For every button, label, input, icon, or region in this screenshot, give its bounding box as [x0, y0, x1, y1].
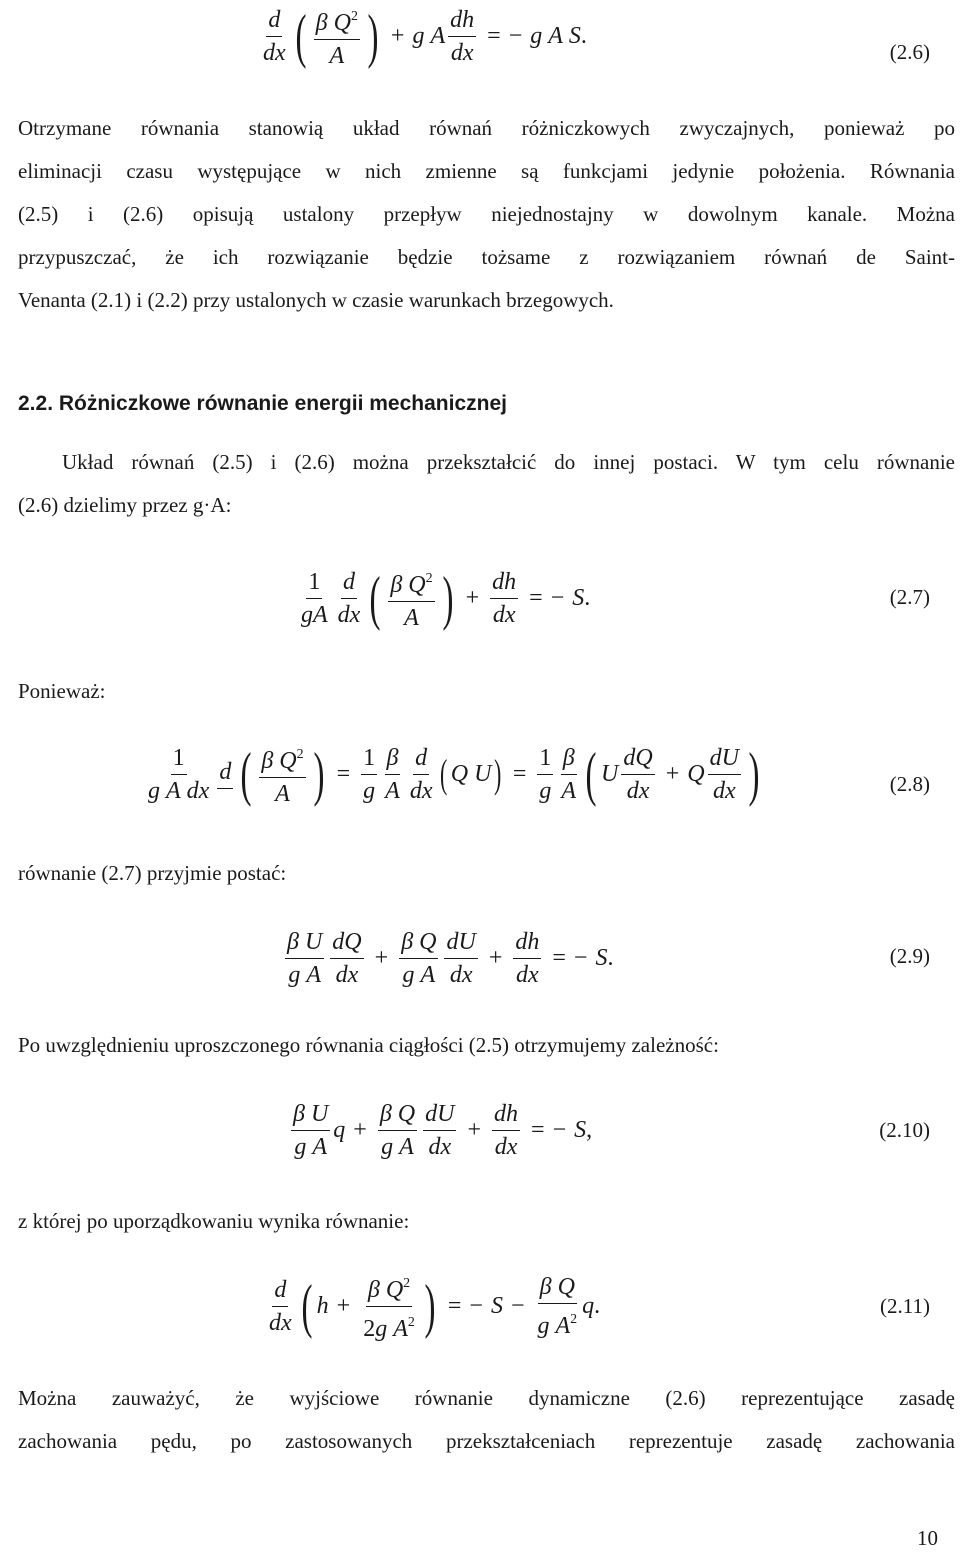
equation-number: (2.7) [889, 585, 930, 609]
equation-2-9: $\frac{\text{β U}}{\text{g A}}$ $\frac{dQ}{dx}$ + $\frac{\text{β Q}}{\text{g A}}$ $\frac{dU}{dx}$ + $\frac{dh}{dx}$ = − S . [287, 928, 614, 988]
paragraph-line: zachowania pędu, po zastosowanych przekształceniach reprezentuje zasadę zachowania [18, 1429, 955, 1453]
paragraph-line: eliminacji czasu występujące w nich zmienne są funkcjami jedynie położenia. Równania [18, 159, 955, 183]
equation-2-10: $\frac{\text{β U}}{\text{g A}}$ q + $\frac{\text{β Q}}{\text{g A}}$ $\frac{dU}{dx}$ + $\frac{dh}{dx}$ = − S , [293, 1100, 593, 1160]
section-heading: 2.2. Różniczkowe równanie energii mechanicznej [18, 392, 507, 415]
equation-number: (2.11) [880, 1294, 930, 1318]
equation-number: (2.8) [889, 772, 930, 796]
paragraph-line: Venanta (2.1) i (2.2) przy ustalonych w czasie warunkach brzegowych. [18, 288, 614, 312]
paragraph-line: Układ równań (2.5) i (2.6) można przekształcić do innej postaci. W tym celu równanie [62, 450, 955, 474]
equation-2-11: $\frac{d}{dx}$ ( h + $\frac{\beta Q^2}{2g A^2}$ ) = − S − $\frac{\text{β Q}}{g A^2}$ q . [264, 1268, 600, 1344]
equation-number: (2.10) [879, 1118, 930, 1142]
label-text: Po uwzględnieniu uproszczonego równania ciągłości (2.5) otrzymujemy zależność: [18, 1033, 719, 1057]
equation-2-6: $\frac{d}{dx}$ ( $\frac{\beta Q^2}{A}$ ) + g A $\frac{dh}{dx}$ = − g A S . [263, 3, 587, 69]
paragraph-line: przypuszczać, że ich rozwiązanie będzie tożsame z rozwiązaniem równań de Saint- [18, 245, 955, 269]
equation-2-8: $\frac{1}{\text{g A dx}}$ d ( $\frac{\beta Q^2}{A}$ ) = $\frac{1}{g}$ $\frac{\beta}{A}$ $\frac{d}{dx}$ ( Q U ) = $\frac{1}{g}$ $\frac{\beta}{A}$ ( U $\frac{dQ}{dx}$ + Q $\frac{dU}{dx}$ ) [148, 741, 760, 807]
paragraph-line: Można zauważyć, że wyjściowe równanie dynamiczne (2.6) reprezentujące zasadę [18, 1386, 955, 1410]
label-text: równanie (2.7) przyjmie postać: [18, 861, 287, 885]
equation-2-7: $\frac{1}{gA}$ $\frac{d}{dx}$ ( $\frac{\beta Q^2}{A}$ ) + $\frac{dh}{dx}$ = − S . [301, 565, 591, 631]
paragraph-line: (2.6) dzielimy przez g·A: [18, 493, 232, 517]
equation-number: (2.9) [889, 944, 930, 968]
label-text: Ponieważ: [18, 679, 106, 703]
paragraph-line: (2.5) i (2.6) opisują ustalony przepływ niejednostajny w dowolnym kanale. Można [18, 202, 955, 226]
paragraph-line: Otrzymane równania stanowią układ równań różniczkowych zwyczajnych, ponieważ po [18, 116, 955, 140]
label-text: z której po uporządkowaniu wynika równanie: [18, 1209, 410, 1233]
page-number: 10 [917, 1526, 938, 1550]
equation-number: (2.6) [889, 40, 930, 64]
